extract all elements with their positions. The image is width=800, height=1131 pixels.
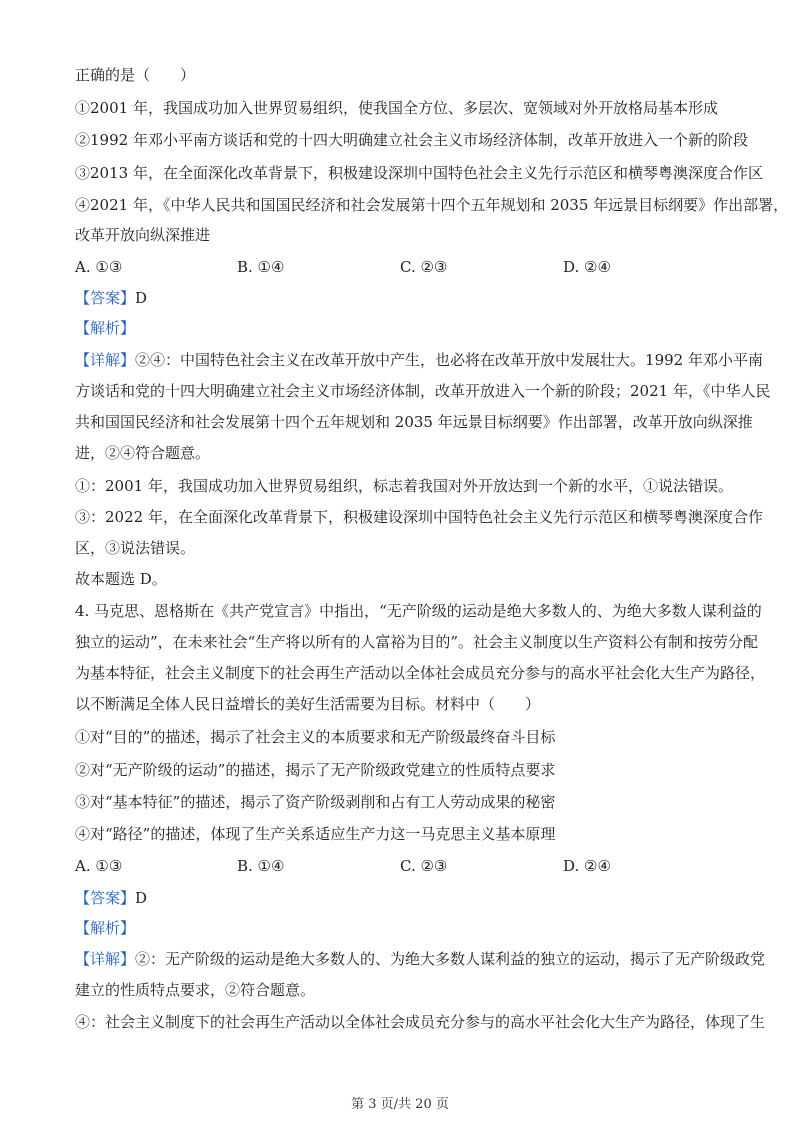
- q4-statement-4: ④对“路径”的描述，体现了生产关系适应生产力这一马克思主义基本原理: [75, 825, 556, 843]
- page-number-footer: 第 3 页/共 20 页: [351, 1097, 449, 1112]
- q4-option-a: A. ①③: [75, 857, 123, 875]
- q3-answer: [75, 288, 735, 308]
- q4-stem-line-3: 为基本特征，社会主义制度下的社会再生产活动以全体社会成员充分参与的高水平社会化大生产为路径，: [75, 664, 766, 682]
- q3-stem-tail: 正确的是（ ）: [75, 66, 196, 84]
- q4-detail-line-3: ④：社会主义制度下的社会再生产活动以全体社会成员充分参与的高水平社会化大生产为路径，体现了生: [75, 1013, 766, 1031]
- q3-detail-line-4: 进，②④符合题意。: [75, 444, 211, 462]
- q4-detail-text-1: ②：无产阶级的运动是绝大多数人的、为绝大多数人谋利益的独立的运动，揭示了无产阶级政党: [135, 950, 766, 968]
- q3-detail-line-5: ①：2001 年，我国成功加入世界贸易组织，标志着我国对外开放达到一个新的水平，①说法错误。: [75, 477, 733, 495]
- q3-statement-4-cont: 改革开放向纵深推进: [75, 226, 211, 244]
- q3-detail-line-2: 方谈话和党的十四大明确建立社会主义市场经济体制，改革开放进入一个新的阶段；2021 年，《中华人民: [75, 382, 771, 400]
- q4-option-c: C. ②③: [400, 857, 448, 875]
- q4-answer-value: D: [135, 889, 148, 907]
- q4-stem-line-1: 4. 马克思、恩格斯在《共产党宣言》中指出，“无产阶级的运动是绝大多数人的、为绝大多数人谋利益的: [75, 602, 762, 620]
- q3-answer-tag: 【答案】: [75, 289, 136, 307]
- q3-detail-line-6: ③：2022 年，在全面深化改革背景下，积极建设深圳中国特色社会主义先行示范区和横琴粤澳深度合作: [75, 508, 763, 526]
- q3-statement-2: ②1992 年邓小平南方谈话和党的十四大明确建立社会主义市场经济体制，改革开放进入一个新的阶段: [75, 131, 748, 149]
- q3-statement-4: ④2021 年，《中华人民共和国国民经济和社会发展第十四个五年规划和 2035 年远景目标纲要》作出部署，: [75, 196, 789, 214]
- q3-options: [75, 257, 735, 277]
- q4-statement-2: ②对“无产阶级的运动”的描述，揭示了无产阶级政党建立的性质特点要求: [75, 761, 556, 779]
- q3-statement-1: ①2001 年，我国成功加入世界贸易组织，使我国全方位、多层次、宽领域对外开放格局基本形成: [75, 99, 718, 117]
- q3-detail-tag: 【详解】: [75, 351, 136, 369]
- q4-answer: [75, 888, 735, 908]
- q4-option-d: D. ②④: [563, 857, 611, 875]
- q4-detail-tag: 【详解】: [75, 950, 136, 968]
- q3-detail-line-8: 故本题选 D。: [75, 570, 167, 588]
- q4-statement-3: ③对“基本特征”的描述，揭示了资产阶级剥削和占有工人劳动成果的秘密: [75, 793, 556, 811]
- q3-option-b: B. ①④: [237, 258, 285, 276]
- q4-analysis-tag: 【解析】: [75, 919, 136, 937]
- q4-statement-1: ①对“目的”的描述，揭示了社会主义的本质要求和无产阶级最终奋斗目标: [75, 728, 556, 746]
- q3-detail-line-1: [75, 350, 763, 370]
- q3-option-a: A. ①③: [75, 258, 123, 276]
- q3-analysis-tag: 【解析】: [75, 319, 136, 337]
- q3-option-d: D. ②④: [563, 258, 611, 276]
- q4-stem-line-4: 以不断满足全体人民日益增长的美好生活需要为目标。材料中（ ）: [75, 695, 541, 713]
- q4-stem-line-2: 独立的运动”，在未来社会“生产将以所有的人富裕为目的”。社会主义制度以生产资料公有制和按劳分配: [75, 633, 759, 651]
- q4-detail-line-2: 建立的性质特点要求，②符合题意。: [75, 981, 316, 999]
- q4-answer-tag: 【答案】: [75, 889, 136, 907]
- q4-option-b: B. ①④: [237, 857, 285, 875]
- q4-options: [75, 856, 735, 876]
- q3-answer-value: D: [135, 289, 148, 307]
- q3-detail-line-7: 区，③说法错误。: [75, 539, 196, 557]
- q3-detail-text-1: ②④：中国特色社会主义在改革开放中产生，也必将在改革开放中发展壮大。1992 年邓小平南: [135, 351, 763, 369]
- q4-detail-line-1: [75, 949, 766, 969]
- q3-detail-line-3: 共和国国民经济和社会发展第十四个五年规划和 2035 年远景目标纲要》作出部署，改革开放向纵深推: [75, 413, 753, 431]
- q3-statement-3: ③2013 年，在全面深化改革背景下，积极建设深圳中国特色社会主义先行示范区和横琴粤澳深度合作区: [75, 164, 763, 182]
- q3-option-c: C. ②③: [400, 258, 448, 276]
